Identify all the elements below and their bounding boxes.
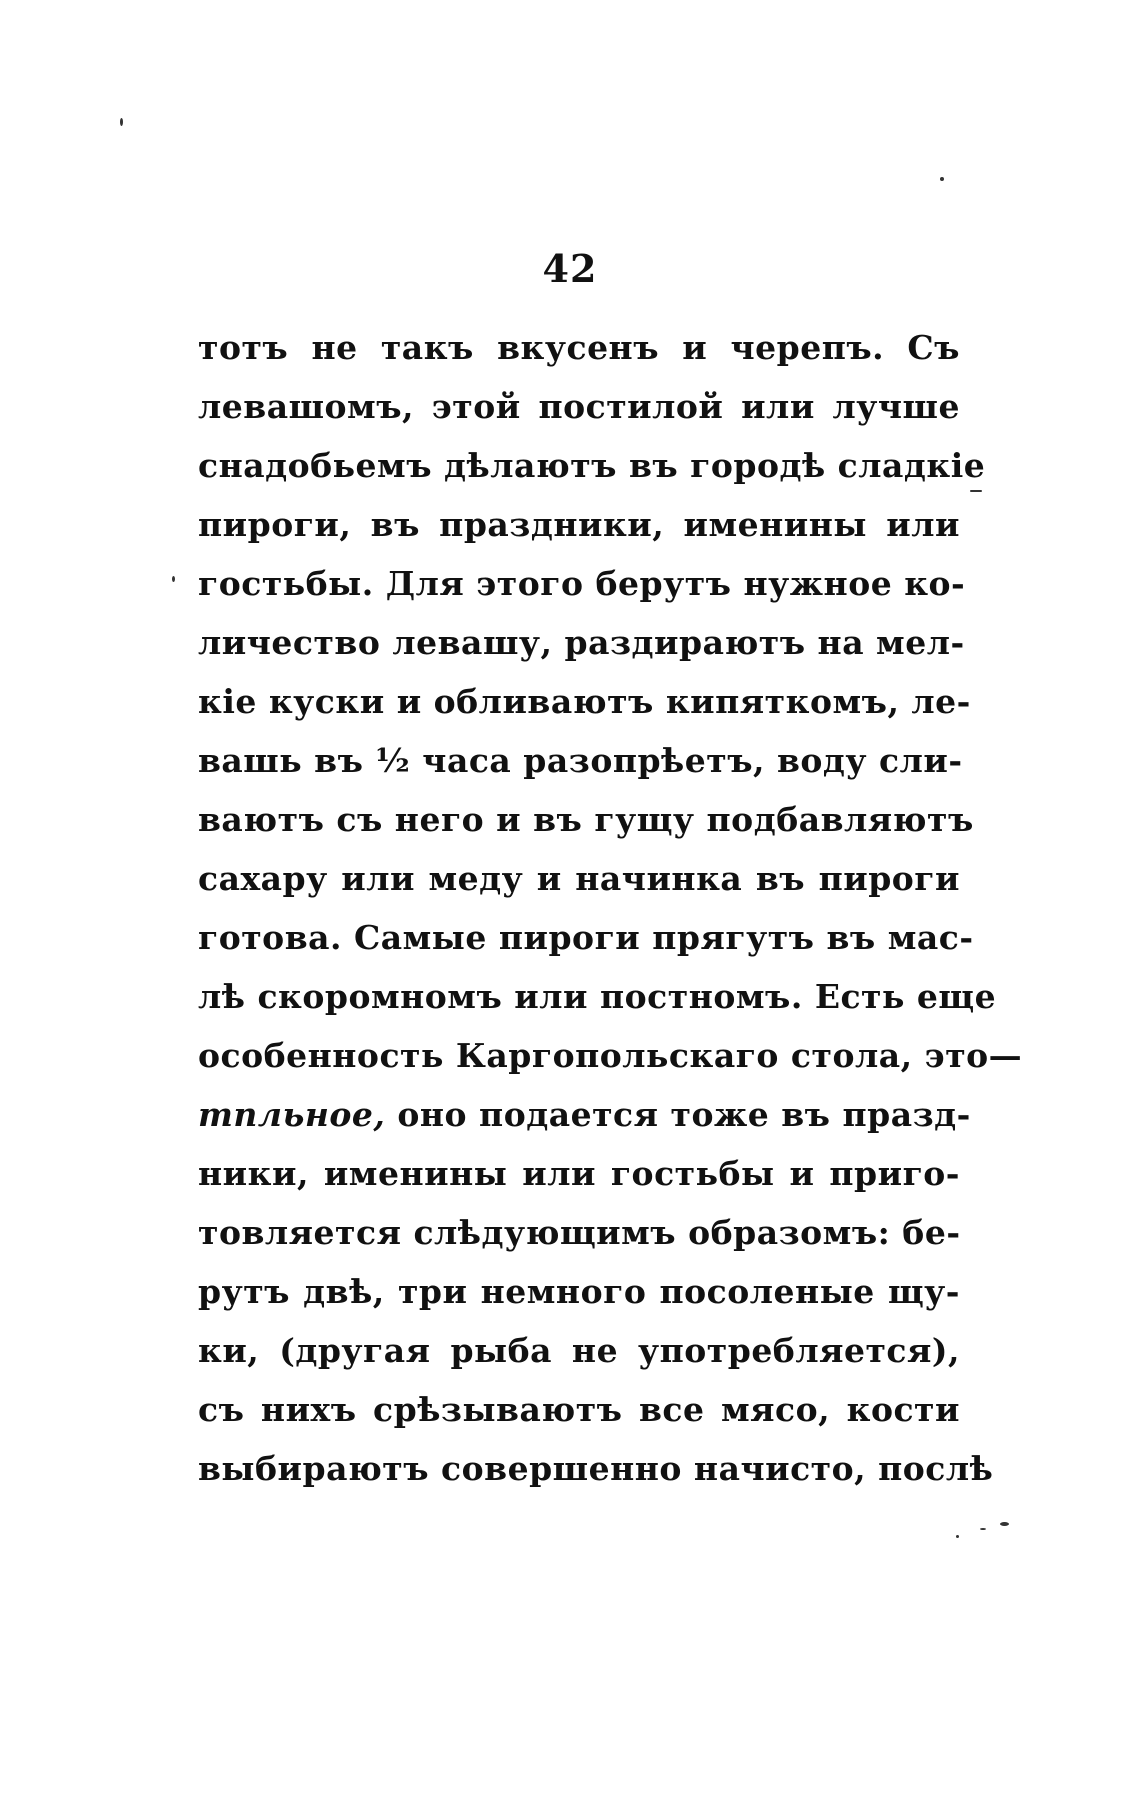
text-line: готова. Самые пироги прягутъ въ мас- xyxy=(198,918,974,957)
text-line: ки, (другая рыба не употребляется), xyxy=(198,1331,960,1370)
text-line: вашь въ ½ часа разопрѣетъ, воду сли- xyxy=(198,741,963,780)
text-line: пироги, въ праздники, именины или xyxy=(198,505,960,544)
scan-speck xyxy=(120,118,123,126)
page-number: 42 xyxy=(542,246,598,291)
text-line: ваютъ съ него и въ гущу подбавляютъ xyxy=(198,800,974,839)
scan-speck xyxy=(980,1528,986,1530)
italic-term: тпльное, xyxy=(198,1095,386,1134)
text-line: лѣ скоромномъ или постномъ. Есть еще xyxy=(198,977,997,1016)
scan-speck xyxy=(940,177,944,181)
text-line-rest: оно подается тоже въ празд- xyxy=(385,1095,971,1134)
text-line: тотъ не такъ вкусенъ и черепъ. Съ xyxy=(198,328,960,367)
body-text xyxy=(198,318,1023,1498)
text-line: личество левашу, раздираютъ на мел- xyxy=(198,623,965,662)
text-line: товляется слѣдующимъ образомъ: бе- xyxy=(198,1213,961,1252)
text-line: сахару или меду и начинка въ пироги xyxy=(198,859,960,898)
text-line: особенность Каргопольскаго стола, это— xyxy=(198,1036,1023,1075)
scan-speck xyxy=(970,490,982,492)
scan-speck xyxy=(172,576,175,582)
text-line: выбираютъ совершенно начисто, послѣ xyxy=(198,1449,994,1488)
text-line: ники, именины или гостьбы и приго- xyxy=(198,1154,960,1193)
text-line: снадобьемъ дѣлаютъ въ городѣ сладкіе xyxy=(198,446,986,485)
text-line: левашомъ, этой постилой или лучше xyxy=(198,387,960,426)
scan-speck xyxy=(1000,1522,1009,1526)
text-line-with-italic xyxy=(198,1085,971,1144)
text-line: кіе куски и обливаютъ кипяткомъ, ле- xyxy=(198,682,971,721)
scan-speck xyxy=(956,1535,959,1538)
text-line: рутъ двѣ, три немного посоленые щу- xyxy=(198,1272,960,1311)
text-line: съ нихъ срѣзываютъ все мясо, кости xyxy=(198,1390,960,1429)
text-line: гостьбы. Для этого берутъ нужное ко- xyxy=(198,564,966,603)
